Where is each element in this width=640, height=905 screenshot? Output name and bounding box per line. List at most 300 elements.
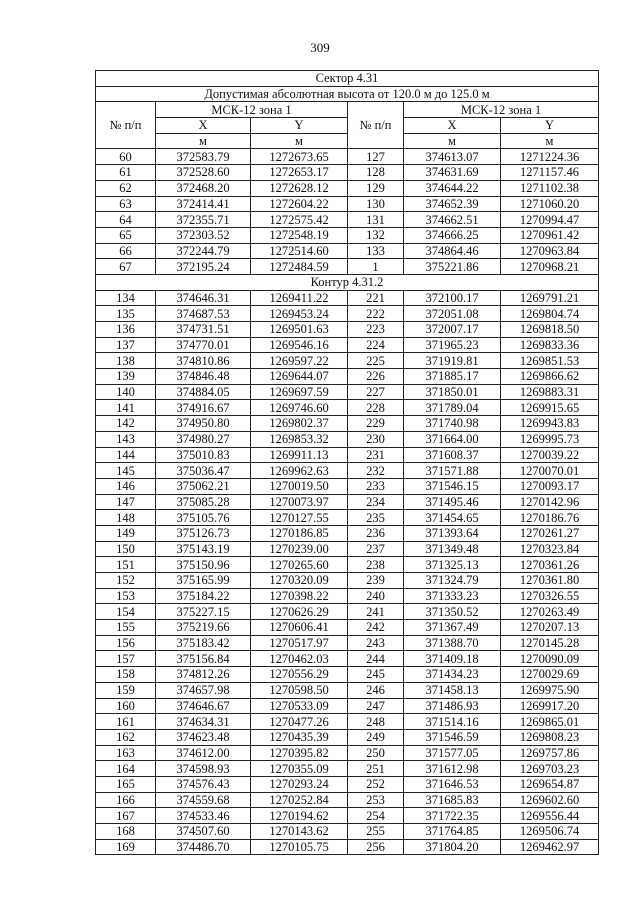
table-cell: 150	[96, 541, 156, 557]
table-cell: 169	[96, 839, 156, 855]
table-cell: 1270207.13	[501, 620, 599, 636]
table-row	[96, 541, 599, 557]
table-cell: 127	[348, 149, 404, 165]
table-cell: 372583.79	[156, 149, 251, 165]
table-cell: 165	[96, 776, 156, 792]
table-cell: 374533.46	[156, 808, 251, 824]
table-row	[96, 494, 599, 510]
table-cell: 1271060.20	[501, 196, 599, 212]
table-row	[96, 667, 599, 683]
table-cell: 1270143.62	[251, 824, 348, 840]
table-cell: 139	[96, 369, 156, 385]
table-cell: 375036.47	[156, 463, 251, 479]
table-row	[96, 149, 599, 165]
table-cell: 1270994.47	[501, 212, 599, 228]
table-cell: 374687.53	[156, 306, 251, 322]
col-no-left: № п/п	[96, 102, 156, 149]
table-row	[96, 824, 599, 840]
table-cell: 371495.46	[404, 494, 501, 510]
table-cell: 372468.20	[156, 180, 251, 196]
table-cell: 163	[96, 745, 156, 761]
table-cell: 1270556.29	[251, 667, 348, 683]
table-cell: 168	[96, 824, 156, 840]
table-cell: 372244.79	[156, 243, 251, 259]
table-cell: 1269703.23	[501, 761, 599, 777]
table-row	[96, 761, 599, 777]
table-cell: 247	[348, 698, 404, 714]
table-cell: 1271102.38	[501, 180, 599, 196]
col-y-left: Y	[251, 118, 348, 134]
table-body-top	[96, 149, 599, 275]
table-cell: 1270398.22	[251, 588, 348, 604]
table-row	[96, 463, 599, 479]
table-cell: 1270019.50	[251, 478, 348, 494]
table-cell: 371608.37	[404, 447, 501, 463]
table-cell: 1269917.20	[501, 698, 599, 714]
table-row	[96, 588, 599, 604]
table-row	[96, 337, 599, 353]
table-cell: 167	[96, 808, 156, 824]
table-cell: 250	[348, 745, 404, 761]
table-cell: 374644.22	[404, 180, 501, 196]
table-row	[96, 510, 599, 526]
table-row	[96, 306, 599, 322]
table-cell: 375085.28	[156, 494, 251, 510]
table-cell: 166	[96, 792, 156, 808]
table-cell: 1269802.37	[251, 416, 348, 432]
table-cell: 1270961.42	[501, 227, 599, 243]
table-cell: 371325.13	[404, 557, 501, 573]
table-cell: 374812.26	[156, 667, 251, 683]
table-cell: 371804.20	[404, 839, 501, 855]
table-cell: 158	[96, 667, 156, 683]
table-cell: 60	[96, 149, 156, 165]
table-cell: 371546.15	[404, 478, 501, 494]
table-cell: 134	[96, 290, 156, 306]
table-cell: 1269911.13	[251, 447, 348, 463]
table-cell: 1270263.49	[501, 604, 599, 620]
table-cell: 131	[348, 212, 404, 228]
table-cell: 371764.85	[404, 824, 501, 840]
table-cell: 371685.83	[404, 792, 501, 808]
table-row	[96, 259, 599, 275]
table-cell: 230	[348, 431, 404, 447]
table-cell: 374884.05	[156, 384, 251, 400]
table-cell: 371350.52	[404, 604, 501, 620]
table-cell: 144	[96, 447, 156, 463]
table-cell: 1270435.39	[251, 729, 348, 745]
table-cell: 240	[348, 588, 404, 604]
table-cell: 375150.96	[156, 557, 251, 573]
table-cell: 154	[96, 604, 156, 620]
table-cell: 372528.60	[156, 165, 251, 181]
table-cell: 1270252.84	[251, 792, 348, 808]
table-cell: 221	[348, 290, 404, 306]
table-cell: 1	[348, 259, 404, 275]
table-cell: 130	[348, 196, 404, 212]
table-cell: 1270145.28	[501, 635, 599, 651]
table-cell: 1270323.84	[501, 541, 599, 557]
table-cell: 66	[96, 243, 156, 259]
table-cell: 135	[96, 306, 156, 322]
table-cell: 374646.67	[156, 698, 251, 714]
table-cell: 129	[348, 180, 404, 196]
table-cell: 375143.19	[156, 541, 251, 557]
table-cell: 1269411.22	[251, 290, 348, 306]
table-cell: 152	[96, 573, 156, 589]
table-row	[96, 290, 599, 306]
table-cell: 156	[96, 635, 156, 651]
table-cell: 372355.71	[156, 212, 251, 228]
table-row	[96, 322, 599, 338]
table-row	[96, 604, 599, 620]
table-row	[96, 557, 599, 573]
table-cell: 1271157.46	[501, 165, 599, 181]
col-x-right: X	[404, 118, 501, 134]
table-cell: 374980.27	[156, 431, 251, 447]
table-row	[96, 808, 599, 824]
table-cell: 1270039.22	[501, 447, 599, 463]
table-row	[96, 792, 599, 808]
table-cell: 133	[348, 243, 404, 259]
table-cell: 1270533.09	[251, 698, 348, 714]
table-row	[96, 353, 599, 369]
table-cell: 1272673.65	[251, 149, 348, 165]
table-cell: 138	[96, 353, 156, 369]
table-cell: 157	[96, 651, 156, 667]
table-cell: 371486.93	[404, 698, 501, 714]
table-cell: 255	[348, 824, 404, 840]
table-cell: 1270626.29	[251, 604, 348, 620]
table-cell: 371514.16	[404, 714, 501, 730]
table-cell: 142	[96, 416, 156, 432]
table-cell: 1270355.09	[251, 761, 348, 777]
table-cell: 374613.07	[404, 149, 501, 165]
table-cell: 375227.15	[156, 604, 251, 620]
table-cell: 235	[348, 510, 404, 526]
table-row	[96, 243, 599, 259]
table-cell: 371885.17	[404, 369, 501, 385]
table-cell: 371458.13	[404, 682, 501, 698]
unit-x-right: м	[404, 133, 501, 149]
table-cell: 222	[348, 306, 404, 322]
table-cell: 374864.46	[404, 243, 501, 259]
table-row	[96, 682, 599, 698]
table-row	[96, 212, 599, 228]
table-cell: 149	[96, 525, 156, 541]
table-cell: 234	[348, 494, 404, 510]
table-cell: 372007.17	[404, 322, 501, 338]
table-cell: 371349.48	[404, 541, 501, 557]
table-cell: 1269791.21	[501, 290, 599, 306]
table-cell: 371646.53	[404, 776, 501, 792]
table-cell: 374486.70	[156, 839, 251, 855]
table-cell: 371722.35	[404, 808, 501, 824]
table-cell: 162	[96, 729, 156, 745]
table-cell: 64	[96, 212, 156, 228]
table-cell: 1272548.19	[251, 227, 348, 243]
table-cell: 251	[348, 761, 404, 777]
table-cell: 374657.98	[156, 682, 251, 698]
col-y-right: Y	[501, 118, 599, 134]
table-cell: 375219.66	[156, 620, 251, 636]
table-cell: 1272653.17	[251, 165, 348, 181]
table-cell: 1269818.50	[501, 322, 599, 338]
table-cell: 151	[96, 557, 156, 573]
table-cell: 148	[96, 510, 156, 526]
table-cell: 1269602.60	[501, 792, 599, 808]
table-cell: 1270070.01	[501, 463, 599, 479]
table-cell: 231	[348, 447, 404, 463]
table-cell: 1272514.60	[251, 243, 348, 259]
table-cell: 1269501.63	[251, 322, 348, 338]
table-cell: 374950.80	[156, 416, 251, 432]
table-cell: 1270293.24	[251, 776, 348, 792]
table-cell: 371324.79	[404, 573, 501, 589]
table-cell: 1269943.83	[501, 416, 599, 432]
table-cell: 371965.23	[404, 337, 501, 353]
table-cell: 372414.41	[156, 196, 251, 212]
table-cell: 375156.84	[156, 651, 251, 667]
table-cell: 1270073.97	[251, 494, 348, 510]
table-cell: 65	[96, 227, 156, 243]
table-cell: 159	[96, 682, 156, 698]
table-cell: 132	[348, 227, 404, 243]
table-row	[96, 635, 599, 651]
table-cell: 248	[348, 714, 404, 730]
table-cell: 1270142.96	[501, 494, 599, 510]
table-cell: 1269865.01	[501, 714, 599, 730]
table-cell: 1269853.32	[251, 431, 348, 447]
table-cell: 1269597.22	[251, 353, 348, 369]
table-cell: 374916.67	[156, 400, 251, 416]
table-cell: 243	[348, 635, 404, 651]
table-cell: 1269833.36	[501, 337, 599, 353]
table-row	[96, 525, 599, 541]
table-cell: 62	[96, 180, 156, 196]
table-cell: 160	[96, 698, 156, 714]
table-cell: 371388.70	[404, 635, 501, 651]
table-cell: 227	[348, 384, 404, 400]
table-cell: 375165.99	[156, 573, 251, 589]
table-cell: 374846.48	[156, 369, 251, 385]
table-row	[96, 839, 599, 855]
table-cell: 63	[96, 196, 156, 212]
table-cell: 371454.65	[404, 510, 501, 526]
table-cell: 246	[348, 682, 404, 698]
table-cell: 372195.24	[156, 259, 251, 275]
table-cell: 374576.43	[156, 776, 251, 792]
table-cell: 1269546.16	[251, 337, 348, 353]
table-cell: 143	[96, 431, 156, 447]
table-cell: 1270968.21	[501, 259, 599, 275]
table-cell: 141	[96, 400, 156, 416]
table-row	[96, 729, 599, 745]
table-cell: 374770.01	[156, 337, 251, 353]
table-cell: 372051.08	[404, 306, 501, 322]
contour-title: Контур 4.31.2	[96, 274, 599, 290]
table-cell: 224	[348, 337, 404, 353]
table-cell: 371740.98	[404, 416, 501, 432]
unit-x-left: м	[156, 133, 251, 149]
table-cell: 1272604.22	[251, 196, 348, 212]
table-cell: 1270194.62	[251, 808, 348, 824]
col-x-left: X	[156, 118, 251, 134]
table-cell: 374623.48	[156, 729, 251, 745]
table-row	[96, 698, 599, 714]
coordinates-table	[95, 70, 599, 855]
table-cell: 242	[348, 620, 404, 636]
table-cell: 1270127.55	[251, 510, 348, 526]
table-row	[96, 196, 599, 212]
table-cell: 1269757.86	[501, 745, 599, 761]
table-cell: 371664.00	[404, 431, 501, 447]
table-row	[96, 180, 599, 196]
table-cell: 164	[96, 761, 156, 777]
table-cell: 1269453.24	[251, 306, 348, 322]
table-cell: 375126.73	[156, 525, 251, 541]
table-cell: 232	[348, 463, 404, 479]
table-cell: 371919.81	[404, 353, 501, 369]
table-row	[96, 573, 599, 589]
table-cell: 1270598.50	[251, 682, 348, 698]
table-row	[96, 384, 599, 400]
table-cell: 67	[96, 259, 156, 275]
table-cell: 1269556.44	[501, 808, 599, 824]
table-cell: 371546.59	[404, 729, 501, 745]
table-cell: 252	[348, 776, 404, 792]
table-body-bottom	[96, 290, 599, 855]
table-cell: 1269506.74	[501, 824, 599, 840]
table-cell: 1270963.84	[501, 243, 599, 259]
table-row	[96, 620, 599, 636]
table-cell: 375184.22	[156, 588, 251, 604]
page-number: 309	[310, 40, 330, 55]
table-cell: 374662.51	[404, 212, 501, 228]
table-cell: 375010.83	[156, 447, 251, 463]
table-cell: 375221.86	[404, 259, 501, 275]
table-cell: 371612.98	[404, 761, 501, 777]
table-cell: 140	[96, 384, 156, 400]
table-cell: 1269883.31	[501, 384, 599, 400]
table-cell: 1269654.87	[501, 776, 599, 792]
table-row	[96, 651, 599, 667]
table-cell: 1270261.27	[501, 525, 599, 541]
table-cell: 1270320.09	[251, 573, 348, 589]
table-cell: 374559.68	[156, 792, 251, 808]
table-row	[96, 776, 599, 792]
table-cell: 236	[348, 525, 404, 541]
table-row	[96, 478, 599, 494]
table-cell: 1269962.63	[251, 463, 348, 479]
table-cell: 1269915.65	[501, 400, 599, 416]
table-cell: 371409.18	[404, 651, 501, 667]
zone-left: МСК-12 зона 1	[156, 102, 348, 118]
table-cell: 1270361.80	[501, 573, 599, 589]
table-cell: 371434.23	[404, 667, 501, 683]
table-row	[96, 431, 599, 447]
table-cell: 1272484.59	[251, 259, 348, 275]
table-cell: 233	[348, 478, 404, 494]
col-no-right: № п/п	[348, 102, 404, 149]
table-cell: 245	[348, 667, 404, 683]
table-cell: 375183.42	[156, 635, 251, 651]
table-cell: 1270186.85	[251, 525, 348, 541]
table-cell: 374666.25	[404, 227, 501, 243]
table-cell: 1271224.36	[501, 149, 599, 165]
table-row	[96, 227, 599, 243]
table-row	[96, 369, 599, 385]
table-cell: 371571.88	[404, 463, 501, 479]
table-cell: 1270326.55	[501, 588, 599, 604]
table-cell: 228	[348, 400, 404, 416]
table-cell: 374598.93	[156, 761, 251, 777]
table-cell: 128	[348, 165, 404, 181]
table-cell: 1269851.53	[501, 353, 599, 369]
table-row	[96, 416, 599, 432]
table-cell: 226	[348, 369, 404, 385]
table-cell: 249	[348, 729, 404, 745]
table-cell: 1270093.17	[501, 478, 599, 494]
table-cell: 1269808.23	[501, 729, 599, 745]
table-cell: 1270090.09	[501, 651, 599, 667]
table-cell: 1269644.07	[251, 369, 348, 385]
table-cell: 371577.05	[404, 745, 501, 761]
table-cell: 374810.86	[156, 353, 251, 369]
table-row	[96, 165, 599, 181]
table-cell: 146	[96, 478, 156, 494]
unit-y-right: м	[501, 133, 599, 149]
table-cell: 1269462.97	[501, 839, 599, 855]
table-cell: 225	[348, 353, 404, 369]
table-cell: 1270265.60	[251, 557, 348, 573]
table-cell: 244	[348, 651, 404, 667]
table-cell: 371393.64	[404, 525, 501, 541]
table-cell: 375062.21	[156, 478, 251, 494]
table-row	[96, 447, 599, 463]
table-cell: 136	[96, 322, 156, 338]
table-cell: 256	[348, 839, 404, 855]
table-cell: 1269995.73	[501, 431, 599, 447]
unit-y-left: м	[251, 133, 348, 149]
table-cell: 371367.49	[404, 620, 501, 636]
table-cell: 1269975.90	[501, 682, 599, 698]
table-cell: 1270395.82	[251, 745, 348, 761]
table-cell: 1270462.03	[251, 651, 348, 667]
table-cell: 61	[96, 165, 156, 181]
table-cell: 1269866.62	[501, 369, 599, 385]
sector-title: Сектор 4.31	[96, 71, 599, 87]
table-cell: 374612.00	[156, 745, 251, 761]
table-cell: 254	[348, 808, 404, 824]
table-cell: 1269697.59	[251, 384, 348, 400]
table-cell: 1270239.00	[251, 541, 348, 557]
table-row	[96, 400, 599, 416]
table-cell: 1270517.97	[251, 635, 348, 651]
table-cell: 241	[348, 604, 404, 620]
table-cell: 239	[348, 573, 404, 589]
table-cell: 1270477.26	[251, 714, 348, 730]
height-title: Допустимая абсолютная высота от 120.0 м до 125.0 м	[96, 86, 599, 102]
table-cell: 1270029.69	[501, 667, 599, 683]
table-cell: 1270361.26	[501, 557, 599, 573]
table-cell: 375105.76	[156, 510, 251, 526]
table-cell: 253	[348, 792, 404, 808]
table-cell: 238	[348, 557, 404, 573]
table-cell: 1269746.60	[251, 400, 348, 416]
zone-right: МСК-12 зона 1	[404, 102, 599, 118]
table-cell: 1272575.42	[251, 212, 348, 228]
